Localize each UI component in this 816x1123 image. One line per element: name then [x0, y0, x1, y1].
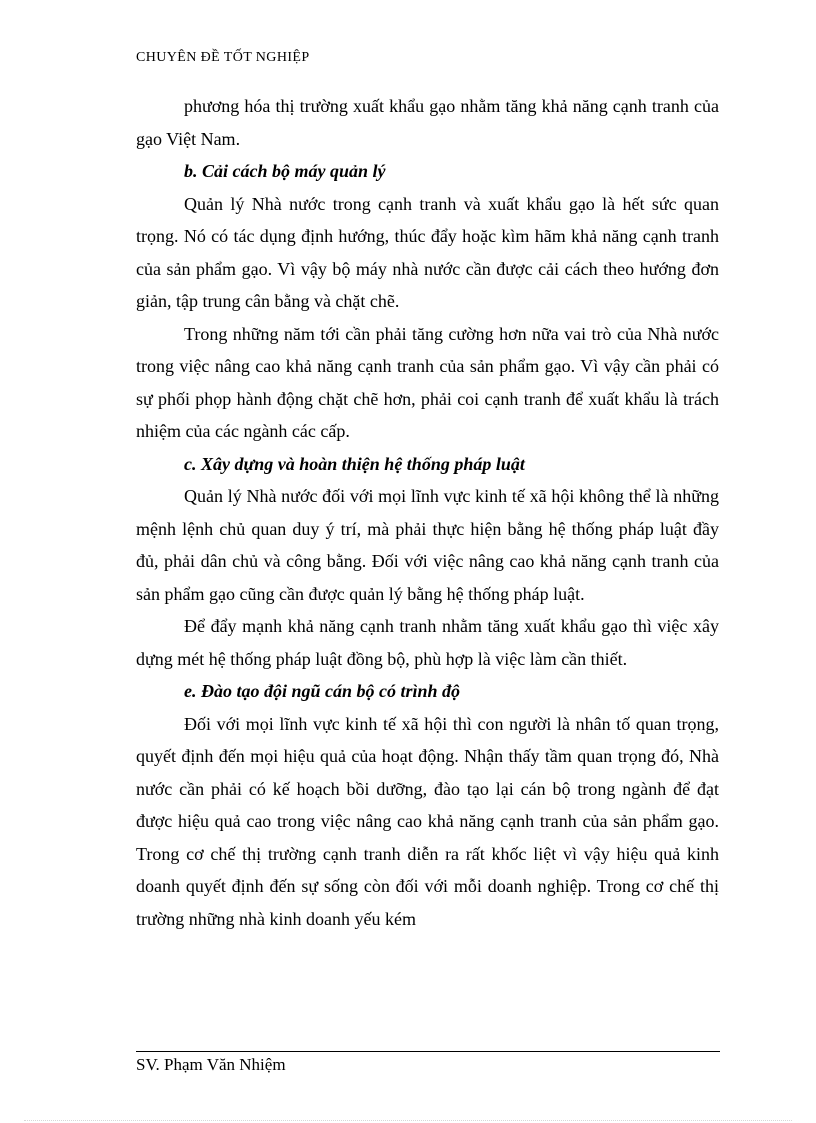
paragraph: Để đẩy mạnh khả năng cạnh tranh nhằm tăng xuất khẩu gạo thì việc xây dựng mét hệ thống pháp luật đồng bộ, phù hợp là việc làm cần thiết.	[136, 616, 719, 669]
section-heading-c: c. Xây dựng và hoàn thiện hệ thống pháp luật	[184, 453, 525, 474]
page-header-title: CHUYÊN ĐỀ TỐT NGHIỆP	[136, 50, 310, 65]
paragraph: Quản lý Nhà nước đối với mọi lĩnh vực kinh tế xã hội không thể là những mệnh lệnh chủ quan duy ý trí, mà phải thực hiện bằng hệ thống pháp luật đầy đủ, phải dân chủ và công bằng. Đối với việc nâng cao khả năng cạnh tranh của sản phẩm gạo cũng cần được quản lý bằng hệ thống pháp luật.	[136, 486, 719, 604]
footer-author: SV. Phạm Văn Nhiệm	[136, 1055, 286, 1074]
paragraph: Quản lý Nhà nước trong cạnh tranh và xuất khẩu gạo là hết sức quan trọng. Nó có tác dụng định hướng, thúc đẩy hoặc kìm hãm khả năng cạnh tranh của sản phẩm gạo. Vì vậy bộ máy nhà nước cần được cải cách theo hướng đơn giản, tập trung cân bằng và chặt chẽ.	[136, 193, 719, 311]
section-heading-e: e. Đào tạo đội ngũ cán bộ có trình độ	[184, 681, 461, 701]
paragraph: Trong những năm tới cần phải tăng cường hơn nữa vai trò của Nhà nước trong việc nâng cao khả năng cạnh tranh của sản phẩm gạo. Vì vậy cần phải có sự phối phọp hành động chặt chẽ hơn, phải coi cạnh tranh để xuất khẩu là trách nhiệm của các ngành các cấp.	[136, 323, 719, 441]
paragraph: Đối với mọi lĩnh vực kinh tế xã hội thì con người là nhân tố quan trọng, quyết định đến mọi hiệu quả của hoạt động. Nhận thấy tầm quan trọng đó, Nhà nước cần phải có kế hoạch bồi dưỡng, đào tạo lại cán bộ trong ngành để đạt được hiệu quả cao trong việc nâng cao khả năng cạnh tranh của sản phẩm gạo. Trong cơ chế thị trường cạnh tranh diễn ra rất khốc liệt vì vậy hiệu quả kinh doanh quyết định đến sự sống còn đối với mỗi doanh nghiệp. Trong cơ chế thị trường những nhà kinh doanh yếu kém	[136, 713, 719, 929]
footer-divider	[136, 1051, 720, 1052]
section-heading-b: b. Cải cách bộ máy quản lý	[184, 161, 386, 181]
page-bottom-edge	[24, 1120, 792, 1121]
document-body	[136, 90, 719, 935]
paragraph-continuation: phương hóa thị trường xuất khẩu gạo nhằm tăng khả năng cạnh tranh của gạo Việt Nam.	[136, 96, 719, 149]
